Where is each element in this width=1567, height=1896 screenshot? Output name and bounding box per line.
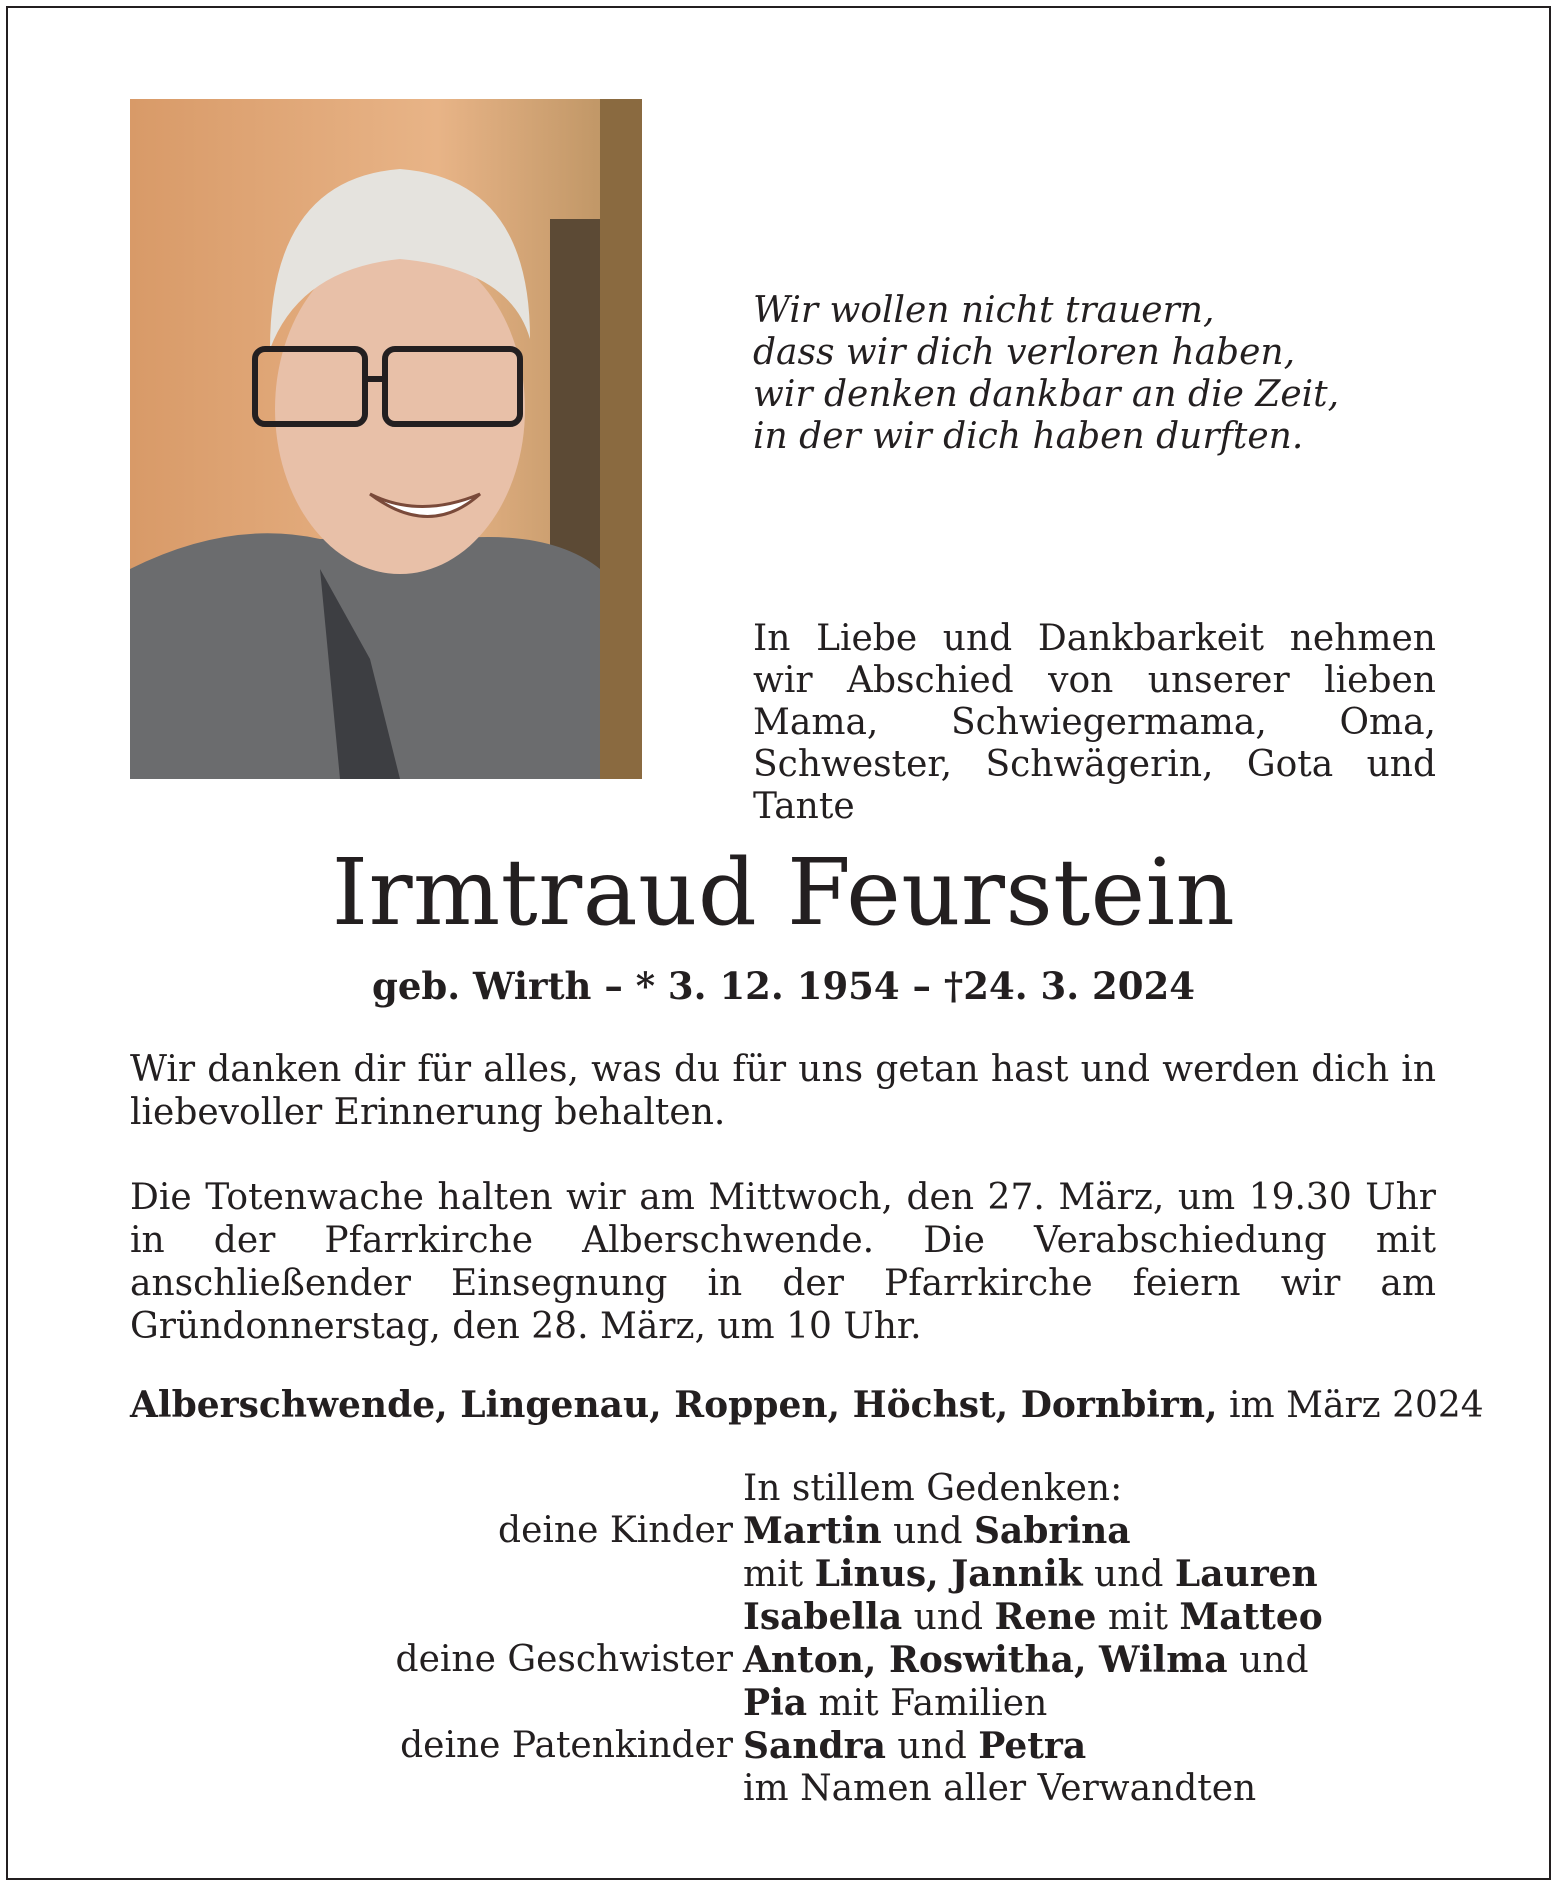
siblings-label: deine Geschwister [395,1639,733,1680]
all-relatives-line: im Namen aller Verwandten [743,1768,1257,1809]
child-name: Sabrina [973,1510,1131,1552]
godchild-name: Petra [978,1725,1087,1767]
child-name: Isabella [743,1596,903,1638]
grandchild-names: Linus, Jannik [814,1553,1083,1595]
birth-death-dates: geb. Wirth – * 3. 12. 1954 – †24. 3. 2024 [371,964,1196,1008]
grandchild-name: Lauren [1174,1553,1318,1595]
poem-line: wir denken dankbar an die Zeit, [753,374,1340,415]
places-towns: Alberschwende, Lingenau, Roppen, Höchst, Dornbirn, [130,1384,1218,1426]
children-label: deine Kinder [498,1510,733,1551]
poem-line: Wir wollen nicht trauern, [753,290,1215,331]
grandchild-name: Matteo [1179,1596,1323,1638]
places-line [130,1384,1484,1427]
godchildren-label: deine Patenkinder [400,1725,733,1766]
thanks-paragraph: Wir danken dir für alles, was du für uns getan hast und werden dich in liebevoller Erinnerung behalten. [130,1049,1436,1133]
memorial-list: In stillem Gedenken: deine Kinder Martin und Sabrina mit Linus, Jannik und Lauren Isabella und Rene mit Matteo deine Geschwister Anton, Roswitha, Wilma und Pia mit Familien deine Patenkinder Sandra und Petra im Namen aller Verwandten [130,1468,1436,1810]
child-name: Rene [994,1596,1097,1638]
poem [753,290,1339,458]
portrait-photo [130,99,642,779]
sibling-names: Anton, Roswitha, Wilma [743,1639,1228,1681]
places-date: im März 2024 [1217,1385,1484,1426]
poem-line: dass wir dich verloren haben, [753,332,1296,373]
intro-text: In Liebe und Dankbarkeit nehmen wir Abschied von unserer lieben Mama, Schwiegermama, Oma, Schwester, Schwägerin, Gota und Tante [753,618,1436,827]
godchild-name: Sandra [743,1725,886,1767]
child-name: Martin [743,1510,882,1552]
sibling-name: Pia [743,1682,808,1724]
wake-paragraph: Die Totenwache halten wir am Mittwoch, den 27. März, um 19.30 Uhr in der Pfarrkirche Alberschwende. Die Verabschiedung mit anschließender Einsegnung in der Pfarrkirche feiern wir am Gründonnerstag, den 28. März, um 10 Uhr. [130,1177,1436,1347]
poem-line: in der wir dich haben durften. [753,416,1304,457]
deceased-name: Irmtraud Feurstein [331,839,1236,946]
memorial-heading: In stillem Gedenken: [743,1468,1123,1509]
